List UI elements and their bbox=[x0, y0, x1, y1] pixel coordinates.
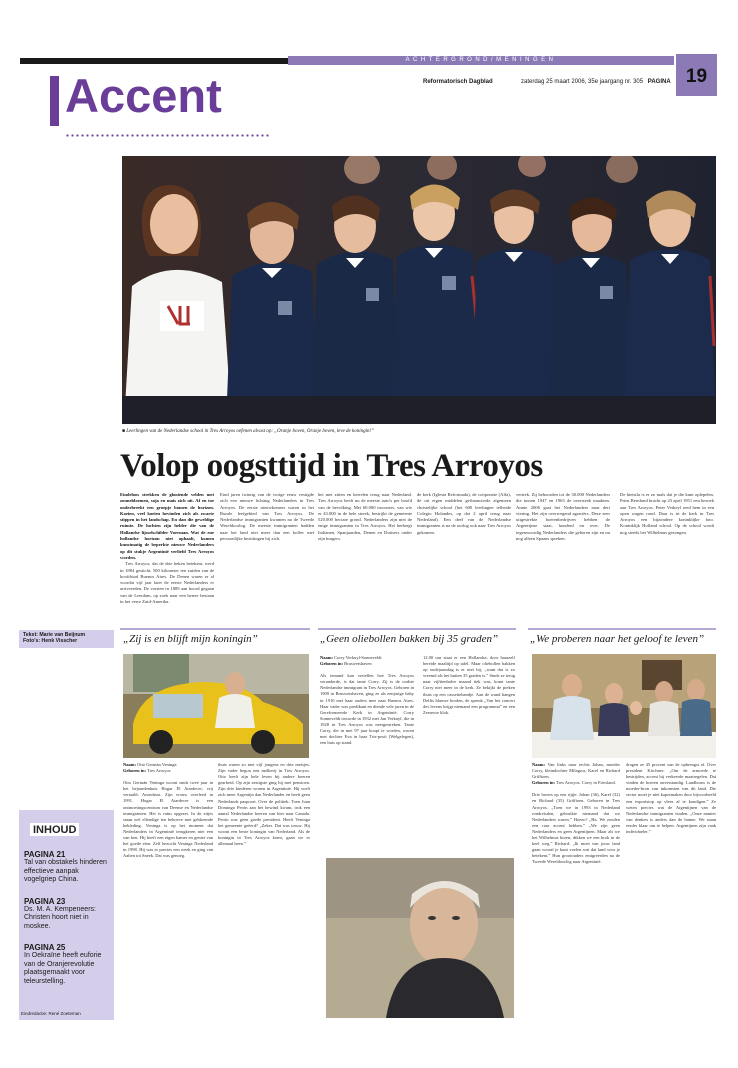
panel-2-col-2 bbox=[423, 655, 515, 716]
panel-3-rule bbox=[528, 628, 716, 630]
article-column-6 bbox=[620, 492, 714, 536]
column-text: Eind jaren twintig van de vorige eeuw vestigde zich een nieuwe lichting Nederlanders in Tres Arroyos. De eerste nieuwkomers waren in het Rurale leefgebied van Tres Arroyos. De Nederlandse immigranten kwamen na de Tweede Wereldoorlog. De meeste immigranten hadden naar het land niet meer dan een koffer met persoonlijke bezittingen bij zich. bbox=[220, 492, 314, 542]
panel-3-photo bbox=[532, 654, 716, 758]
panel-3-text: dragen ze 45 procent van de opbrengst af. Over president Kirchner: „Om de armoede te bestrijden, accent hij verkeerde maatregelen. Dat vinden de boeren onverstandig. Landbouw is de moeder-bron van inkomsten van dit land. Die sector moet je niet kapotmaken door bijvoorbeeld een exportstop op vlees af te kondigen.” Ze weten precies wat de Argentijnen van de Nederlandse immigranten vinden. „Onze manier van denken is anders dan de hunne. We staan eerder klaar om te helpen. Argentijnen zijn vaak individueler.” bbox=[626, 762, 716, 835]
contents-item-text: Ds. M. A. Kempeneers: Christen hoort niet in moskee. bbox=[24, 905, 96, 930]
contents-box bbox=[19, 810, 114, 1020]
brand-dotted-rule bbox=[65, 134, 270, 137]
article-lead: Eindeloos strekken de glooiende velden met zonnebloemen, soja en mais zich uit. Af en toe onderbreekt een groepje bomen de horizon. Koeien, veel koeien bevinden zich als zwarte stippen in het landschap. En dan die geweldige ruimte. De luchten zijn helder die van de Hollandse lijsselschilder Voerman. Wat de ene hollandse horizon niet ophaalt, komen kunstmatig de beperkte nieuwe Nederlanders op dit stukje Argentinië verliefd Tres Arroyos worden. bbox=[120, 492, 214, 560]
panel-1-photo bbox=[123, 654, 309, 758]
column-text: vertrek. Zij behoorden tot de 30.000 Nederlanders die tussen 1947 en 1963 de oversteek maakten. Annie 2006 gaat het Nederlanders naar dert viering. Het zijn overwegend agrariërs. Deze zeer uitgestrekte boerenbedrijven hebben de Argentijnse staat, honderd en over. De tegenwoordig Nederlanders die geboren zijn en nu nog alleen Spaans spreken. bbox=[516, 492, 610, 542]
article-column-3 bbox=[318, 492, 412, 542]
column-text: het met zitten en kerrelen terug naar Nederland. Tres Arroyos heeft nu de meeste auto's per hoofd van de bevolking. Met 60.000 inwoners, van wie er 43.000 in de hele streek, bestrijkt de gemeente 520.000 hectare grond. Nederlanders zijn niet de enige immigranten in Tres Arroyos. Het herbergt Italianen, Spanjaarden, Denen en Duitsers onder zijn burgers. bbox=[318, 492, 412, 542]
born-value: Tres Arroyos. Corry in Friesland. bbox=[556, 780, 616, 786]
brand-accent-bar bbox=[50, 76, 59, 126]
contents-item-text: Tal van obstakels hinderen effectieve aanpak vogelgriep China. bbox=[24, 859, 107, 883]
article-column-2 bbox=[220, 492, 314, 542]
panel-2-col-1 bbox=[320, 655, 414, 746]
contents-item-text: In Oekraïne heeft euforie van de Oranjerevolutie plaatsgemaakt voor teleurstelling. bbox=[24, 952, 102, 985]
column-text: De hietstla is er zo mals dat je die kunt oplepelen. Prins Bernhard bracht op 23 april 1951 een bezoek aan Tres Arroyos. Peter Verkeyl reed hem in een open wagen rond. Daar is in de kerk in Tres Arroyos een bijzondere koninklijke foto. Koninklijk Holland school. Op de school wordt nog steeds het Wilhelmus gezongen. bbox=[620, 492, 714, 535]
article-headline: Volop oogsttijd in Tres Arroyos bbox=[120, 448, 543, 484]
section-brand-title: Accent bbox=[65, 69, 222, 122]
photo-caption: ■ Leerlingen van de Nederlandse school in Tres Arroyos oefenen alvast op: „Oranje boven, Oranje boven, leve de koningin!” bbox=[122, 429, 374, 434]
born-value: Bruswetshaven bbox=[344, 661, 372, 667]
panel-3-col-1 bbox=[532, 762, 620, 866]
born-value: Tres Arroyos bbox=[147, 768, 171, 774]
photo-caption-text: Leerlingen van de Nederlandse school in Tres Arroyos oefenen alvast op: „Oranje boven, Oranje boven, leve de koningin!” bbox=[126, 429, 374, 434]
article-column-4 bbox=[417, 492, 511, 536]
panel-1-text: Otto Germán Veninga woont sinds twee jaar in het bejaardenhuis Hogar El Atardecer, vrij vertaald: Avondrust. Zijn vrouw overleed in 1991. Hogar El Atardecer is een ontmoetingscentrum van Deense en Nederlandse immigranten. Het is ruim opgezet. In de zitjes staan wel ellendige ten behoeve met gebloemde bekleding. Veninga is op het moment dat Nederlanders in Argentinië terugkeren niet een van hen. Hij heeft een eigen kamer en geniet van het goede eten. Zelf bezocht Veninga Nederland in 1998. Hij was er precies een week en ging van Aalten tot Sneek. Dat was genoeg. bbox=[123, 780, 213, 859]
photographer-text: Foto's: Henk Visscher bbox=[23, 638, 78, 644]
author-text: Tekst: Marie van Beijnum bbox=[23, 632, 86, 638]
name-label: Naam: bbox=[532, 762, 545, 767]
newspaper-name: Reformatorisch Dagblad bbox=[423, 79, 493, 85]
contents-page-ref: PAGINA 21 bbox=[24, 850, 66, 859]
panel-2-title: „Geen oliebollen bakken bij 35 graden” bbox=[320, 633, 499, 645]
section-label: ACHTERGROND/MENINGEN bbox=[288, 56, 674, 65]
column-text: de kerk (Iglesia Reformada), de coöperatie (Alfa), de uit eigen middelen gefinancierde algemeen christelijke school (het 600 leerlingen tellende Colegio Holandes, op dat 2 april terug naar Nederland). Een deel van de Nederlandse immigranten is na de oorlog ook naar Tres Arroyos gekomen. bbox=[417, 492, 511, 535]
panel-2-text: 12.00 uur staat er een Hollandse, door haarzelf bereide maaltijd op tafel. Maar oliebollen bakken op oudejaarsdag is er niet bij, „want dat is zo vreemd als het buiten 35 graden is.” Sinds ze terug naar vijftienhalve maand tiek was, komt tante Corry niet meer in de kerk. Ze bekijkt de preken thuis op een cassettebandje. Aan de wand hangen Delfts blauwe borden, de spreuk „Van het concert des levens krijgt niemand een programma” en een Zeeuwse klok. bbox=[423, 655, 515, 715]
panel-1-col-1 bbox=[123, 762, 213, 859]
panel-1-title: „Zij is en blijft mijn koningin” bbox=[123, 633, 258, 645]
page-label: PAGINA bbox=[647, 79, 671, 85]
born-label: Geboren in: bbox=[123, 768, 147, 774]
photo-illustration bbox=[122, 156, 716, 424]
panel-1-text: thuis waren zo met vijf jongens en drie meisjes. Zijn vader begon een melkerij in Tres Arroyos. Otto heeft zijn hele leven bij andere boeren gearbeid. Op zijn zestigste ging hij met pensioen. Zijn drie kinderen wonen in Argentinië. Hij voelt zich meer Argentijn dan Nederlander en heeft geen Nederlands paspoort. Over de politiek: Toen Juan Domingo Perón aan het bewind kwam, trok een aantal Nederlandse boeren van hier naar Canada. Perón was geen goede president. Heeft Veninga het gemeente geëerd? „Zeker. Dat was trouw. Hij woont een beste koningin van Nederland. Als de koningin in Tres Arroyos komt, gaan we er allemaal heen.” bbox=[218, 762, 310, 847]
editor-credit: Eindredactie: René Zoeteman bbox=[21, 1011, 81, 1016]
panel-2-photo bbox=[326, 858, 514, 1018]
page-number: 19 bbox=[676, 54, 717, 96]
column-text: Tres Arroyos, dat de drie beken betekent, werd in 1884 gesticht, 500 kilometer ten zuiden van de hoofdstad Buenos Aires. De Denen waren er al voordat vijf jaar later de eerste Nederlanders er arriveerden. De vorsten in 1889 aan boord gegaan van de Leerdam, op zoek naar een betere bestaan in het verre Zuid-Amerika. bbox=[120, 561, 214, 605]
name-value: Otto Germán Veninga bbox=[137, 762, 177, 767]
name-label: Naam: bbox=[123, 762, 136, 767]
name-value: Corry Verkuyl-Sonneveldt bbox=[334, 655, 382, 660]
main-photo bbox=[122, 156, 716, 424]
contents-page-ref: PAGINA 23 bbox=[24, 896, 66, 906]
name-value: Van links naar rechts Johan, moeder Corry, kleindochter Milagros, Karel en Richard Griffioen. bbox=[532, 762, 621, 780]
article-column-5 bbox=[516, 492, 610, 542]
date-text: zaterdag 25 maart 2006, 35e jaargang nr. 305 bbox=[521, 79, 644, 85]
panel-1-rule bbox=[120, 628, 310, 630]
contents-page-ref: PAGINA 25 bbox=[24, 943, 66, 952]
born-label: Geboren in: bbox=[532, 780, 556, 786]
date-line bbox=[521, 79, 671, 85]
panel-3-text: Drie broers op een rijtje: Johan (36), Karel (32) en Richard (35) Griffioen. Geboren in Tres Arroyos. „Toen we in 1993 in Nederland rondreisden, gebruikte niemand dat we Nederlanders waren.” Hoezo? „Ha. We zouden een raar accent hebben.” „We zijn geen Nederlanders en geen Argentijnen. Maar als we het Wilhelmus horen, dikken we een brok in de keel weg.” Richard: „Ik moet van jouw land gaan vooraf je kunt voelen wat dat land voor je betekent.” Hun grootouders emigreerden na de Tweede Wereldoorlog naar Argentinië. bbox=[532, 792, 620, 865]
name-label: Naam: bbox=[320, 655, 333, 660]
panel-1-col-2 bbox=[218, 762, 310, 847]
author-credits bbox=[19, 630, 114, 648]
panel-2-text: Als iemand kan vertellen hoe Tres Arroyos veranderde, is dat tante Corry. Zij is de oudste Nederlandse immigrant in Tres Arroyos. Geboren in 1909 in Bruswetshaven, ging ze als eenjarige baby in 1910 met haar ouders mee naar Buenos Aires. Haar vader was predikant en diende vele jaren in de Gereformeerde Kerk in Argentinië. Corry Sonneveldt trouwde in 1932 met Jan Verkuyl, die in 1928 in Tres Arroyos was neergestreken. Tante Corry, die in mei 97 jaar hoopt te worden, woont met dochter Eva in haar Tris-posti (Welgelegen), een huis op stand. bbox=[320, 673, 414, 746]
contents-title: INHOUD bbox=[30, 823, 79, 836]
article-column-1 bbox=[120, 492, 214, 605]
panel-3-col-2 bbox=[626, 762, 716, 835]
panel-3-title: „We proberen naar het geloof te leven” bbox=[530, 633, 705, 645]
born-label: Geboren in: bbox=[320, 661, 344, 667]
panel-2-rule bbox=[318, 628, 516, 630]
